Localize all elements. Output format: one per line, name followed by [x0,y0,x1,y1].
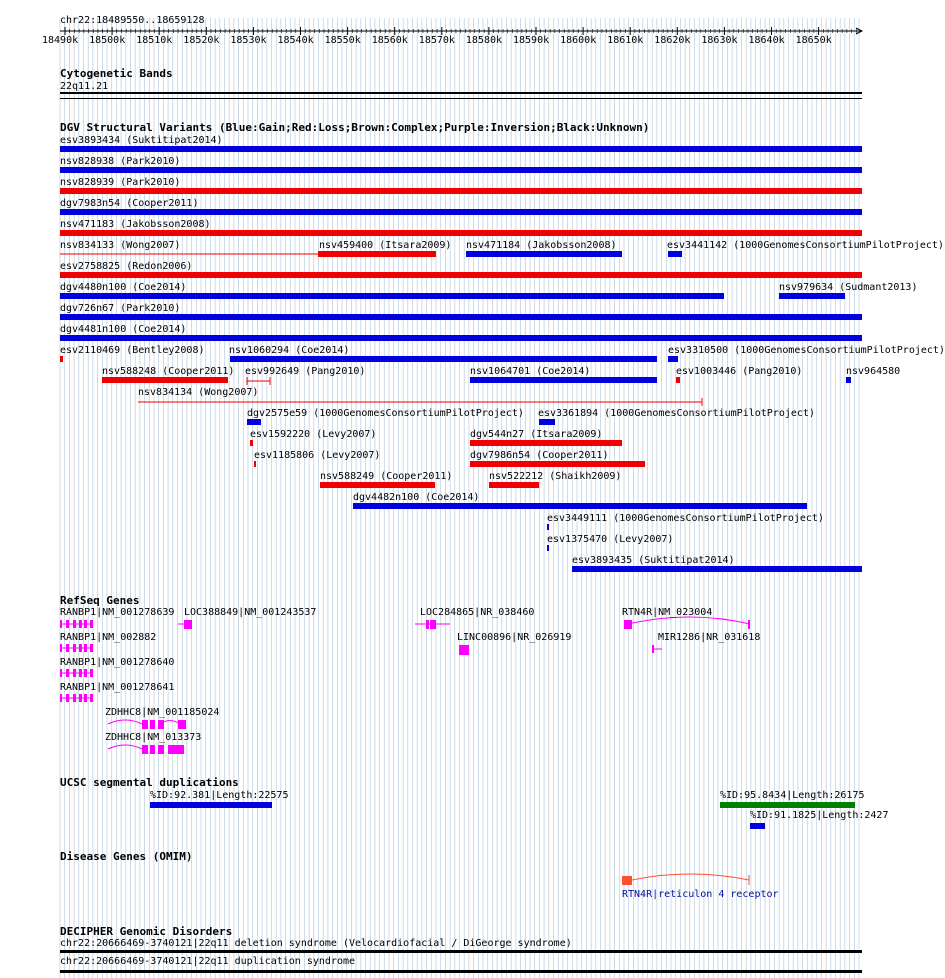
omim-gene-exon[interactable] [622,876,632,885]
ruler-tick-label: 18610k [607,35,644,46]
dgv-variant-bar[interactable] [60,335,862,341]
ruler-tick-label: 18510k [136,35,173,46]
refseq-gene-label[interactable]: ZDHHC8|NM_013373 [105,732,202,743]
dgv-variant-label[interactable]: nsv471183 (Jakobsson2008) [60,219,211,230]
track-title-cytoband[interactable]: Cytogenetic Bands [60,67,173,80]
segdup-label-1: %ID:92.381|Length:22575 [150,790,289,801]
dgv-variant-bar[interactable] [539,419,555,425]
refseq-gene-exon[interactable] [158,720,164,729]
dgv-variant-label[interactable]: esv3310500 (1000GenomesConsortiumPilotProject) [668,345,945,356]
ruler-tick-label: 18500k [89,35,126,46]
refseq-gene-exon[interactable] [60,644,62,652]
refseq-gene-exon[interactable] [60,694,62,702]
dgv-variant-bar[interactable] [547,545,549,551]
refseq-gene-exon[interactable] [150,745,155,754]
dgv-variant-bar[interactable] [668,251,682,257]
ruler-tick-label: 18620k [654,35,691,46]
refseq-gene-intron[interactable] [628,617,750,624]
refseq-gene-exon[interactable] [459,645,469,655]
dgv-variant-label[interactable]: nsv828938 (Park2010) [60,156,181,167]
refseq-gene-intron[interactable] [108,745,142,749]
ruler-tick-label: 18580k [465,35,503,46]
dgv-variant-label[interactable]: dgv544n27 (Itsara2009) [470,429,603,440]
refseq-gene-label[interactable]: MIR1286|NR_031618 [658,632,761,643]
refseq-gene-exon[interactable] [142,745,148,754]
dgv-variant-bar[interactable] [60,314,862,320]
refseq-gene-exon[interactable] [66,694,69,702]
dgv-variant-label[interactable]: nsv979634 (Sudmant2013) [779,282,918,293]
ruler-tick-label: 18650k [795,35,832,46]
dgv-variant-bar[interactable] [470,440,622,446]
refseq-gene-exon[interactable] [84,620,87,628]
dgv-variant-bar[interactable] [60,167,862,173]
dgv-variant-bar[interactable] [247,419,261,425]
ruler-tick-label: 18630k [701,35,738,46]
refseq-gene-exon[interactable] [90,620,93,628]
dgv-variant-label[interactable]: dgv4480n100 (Coe2014) [60,282,187,293]
decipher-deletion-bar[interactable] [60,950,862,953]
refseq-gene-exon[interactable] [430,620,436,629]
dgv-variant-bar[interactable] [489,482,539,488]
cytoband-label: 22q11.21 [60,81,109,92]
dgv-variant-bar[interactable] [668,356,678,362]
refseq-gene-exon[interactable] [158,745,164,754]
segdup-label-2: %ID:95.8434|Length:26175 [720,790,865,801]
cytoband-line-2 [60,98,862,99]
refseq-gene-label[interactable]: LOC388849|NM_001243537 [184,607,317,618]
ruler-tick-label: 18600k [560,35,597,46]
refseq-gene-exon[interactable] [73,644,76,652]
dgv-variant-bar[interactable] [60,293,724,299]
segdup-bar-2[interactable] [720,802,855,808]
cytoband-line [60,92,862,94]
omim-label-rtn4r[interactable]: RTN4R|reticulon 4 receptor [622,889,779,900]
refseq-gene-exon[interactable] [66,669,69,677]
dgv-variant-label[interactable]: dgv4482n100 (Coe2014) [353,492,480,503]
dgv-variant-label[interactable]: esv1185806 (Levy2007) [254,450,381,461]
dgv-variant-label[interactable]: nsv1060294 (Coe2014) [229,345,350,356]
dgv-variant-bar[interactable] [676,377,680,383]
dgv-variant-label[interactable]: esv3449111 (1000GenomesConsortiumPilotProject) [547,513,824,524]
track-title-refseq[interactable]: RefSeq Genes [60,594,140,607]
refseq-gene-exon[interactable] [184,620,192,629]
refseq-gene-label[interactable]: RANBP1|NM_001278640 [60,657,175,668]
dgv-variant-label[interactable]: dgv2575e59 (1000GenomesConsortiumPilotProject) [247,408,524,419]
refseq-gene-label[interactable]: RANBP1|NM_002882 [60,632,157,643]
refseq-gene-label[interactable]: LINC00896|NR_026919 [457,632,572,643]
refseq-gene-exon[interactable] [79,669,82,677]
dgv-variant-bar[interactable] [320,482,435,488]
dgv-variant-label[interactable]: esv2110469 (Bentley2008) [60,345,205,356]
dgv-variant-label[interactable]: nsv1064701 (Coe2014) [470,366,591,377]
refseq-gene-exon[interactable] [66,644,69,652]
dgv-variant-bar[interactable] [60,356,63,362]
dgv-variant-bar[interactable] [470,461,645,467]
refseq-gene-label[interactable]: ZDHHC8|NM_001185024 [105,707,220,718]
dgv-variant-bar[interactable] [60,146,862,152]
refseq-gene-label[interactable]: RANBP1|NM_001278639 [60,607,175,618]
dgv-variant-label[interactable]: nsv588248 (Cooper2011) [102,366,235,377]
ruler-tick-label: 18540k [277,35,314,46]
refseq-gene-exon[interactable] [90,694,93,702]
ruler-tick-label: 18590k [513,35,550,46]
refseq-gene-exon[interactable] [142,720,148,729]
refseq-gene-exon[interactable] [178,720,186,729]
decipher-duplication-bar[interactable] [60,970,862,973]
track-title-dgv[interactable]: DGV Structural Variants (Blue:Gain;Red:Loss;Brown:Complex;Purple:Inversion;Black:Unknown) [60,121,650,134]
dgv-variant-bar[interactable] [466,251,622,257]
ruler-tick-label: 18570k [418,35,455,46]
refseq-gene-exon[interactable] [426,620,429,629]
dgv-variant-bar[interactable] [60,188,862,194]
refseq-gene-exon[interactable] [624,620,632,629]
segdup-bar-3[interactable] [750,823,765,829]
segdup-bar-1[interactable] [150,802,272,808]
dgv-variant-bar[interactable] [254,461,256,467]
ruler-tick-label: 18550k [324,35,361,46]
dgv-variant-label[interactable]: dgv4481n100 (Coe2014) [60,324,187,335]
refseq-gene-exon[interactable] [79,694,82,702]
refseq-gene-exon[interactable] [73,620,76,628]
dgv-variant-bar[interactable] [353,503,807,509]
dgv-variant-label[interactable]: dgv7986n54 (Cooper2011) [470,450,609,461]
dgv-variant-label[interactable]: esv1375470 (Levy2007) [547,534,674,545]
dgv-variant-bar[interactable] [250,440,253,446]
dgv-variant-label[interactable]: nsv828939 (Park2010) [60,177,181,188]
omim-gene-intron[interactable] [632,874,749,880]
dgv-variant-bar[interactable] [779,293,845,299]
segdup-label-3: %ID:91.1825|Length:2427 [750,810,889,821]
dgv-variant-label[interactable]: esv2758825 (Redon2006) [60,261,193,272]
dgv-variant-bar[interactable] [572,566,862,572]
refseq-gene-label[interactable]: LOC284865|NR_038460 [420,607,535,618]
dgv-variant-bar[interactable] [470,377,657,383]
refseq-gene-exon[interactable] [60,620,62,628]
ruler-tick-label: 18640k [748,35,785,46]
refseq-gene-exon[interactable] [60,669,62,677]
dgv-variant-label[interactable]: nsv471184 (Jakobsson2008) [466,240,617,251]
dgv-variant-bar[interactable] [230,356,657,362]
dgv-variant-bar[interactable] [846,377,851,383]
dgv-variant-label[interactable]: esv3893434 (Suktitipat2014) [60,135,223,146]
dgv-variant-label[interactable]: nsv522212 (Shaikh2009) [489,471,622,482]
dgv-variant-label[interactable]: nsv834133 (Wong2007) [60,240,181,251]
refseq-gene-exon[interactable] [748,620,750,629]
dgv-variant-label[interactable]: nsv964580 [846,366,901,377]
ruler-tick-label: 18530k [230,35,267,46]
ruler-tick-label: 18490k [42,35,79,46]
refseq-gene-label[interactable]: RANBP1|NM_001278641 [60,682,175,693]
refseq-gene-exon[interactable] [73,694,76,702]
dgv-variant-label[interactable]: esv1003446 (Pang2010) [676,366,803,377]
refseq-gene-exon[interactable] [652,645,654,653]
decipher-label-deletion: chr22:20666469-3740121|22q11 deletion syndrome (Velocardiofacial / DiGeorge syndrome) [60,938,572,949]
track-title-omim[interactable]: Disease Genes (OMIM) [60,850,193,863]
dgv-variant-label[interactable]: dgv726n67 (Park2010) [60,303,181,314]
dgv-variant-label[interactable]: dgv7983n54 (Cooper2011) [60,198,199,209]
dgv-variant-bar[interactable] [60,230,862,236]
track-title-decipher[interactable]: DECIPHER Genomic Disorders [60,925,233,938]
dgv-variant-label[interactable]: nsv588249 (Cooper2011) [320,471,453,482]
decipher-label-duplication: chr22:20666469-3740121|22q11 duplication syndrome [60,956,356,967]
refseq-gene-exon[interactable] [84,669,87,677]
dgv-variant-bar[interactable] [547,524,549,530]
ruler-tick-label: 18560k [371,35,408,46]
dgv-variant-bar[interactable] [318,251,436,257]
refseq-gene-exon[interactable] [90,669,93,677]
dgv-variant-label[interactable]: esv1592220 (Levy2007) [250,429,377,440]
refseq-gene-exon[interactable] [79,644,82,652]
track-title-segdup[interactable]: UCSC segmental duplications [60,776,239,789]
ruler-tick-label: 18520k [183,35,220,46]
refseq-gene-exon[interactable] [150,720,155,729]
refseq-gene-label[interactable]: RTN4R|NM_023004 [622,607,713,618]
dgv-variant-label[interactable]: esv3441142 (1000GenomesConsortiumPilotProject) [667,240,944,251]
refseq-gene-exon[interactable] [84,644,87,652]
dgv-variant-label[interactable]: esv3893435 (Suktitipat2014) [572,555,735,566]
dgv-variant-label[interactable]: nsv834134 (Wong2007) [138,387,259,398]
refseq-gene-exon[interactable] [79,620,82,628]
refseq-gene-exon[interactable] [84,694,87,702]
dgv-variant-bar[interactable] [102,377,228,383]
dgv-variant-label[interactable]: esv992649 (Pang2010) [245,366,366,377]
dgv-variant-label[interactable]: nsv459400 (Itsara2009) [319,240,452,251]
ruler-location: chr22:18489550..18659128 [60,15,205,26]
refseq-gene-exon[interactable] [66,620,69,628]
refseq-gene-exon[interactable] [90,644,93,652]
refseq-gene-exon[interactable] [168,745,184,754]
dgv-variant-bar[interactable] [60,272,862,278]
dgv-variant-bar[interactable] [60,209,862,215]
refseq-gene-exon[interactable] [73,669,76,677]
dgv-variant-label[interactable]: esv3361894 (1000GenomesConsortiumPilotProject) [538,408,815,419]
